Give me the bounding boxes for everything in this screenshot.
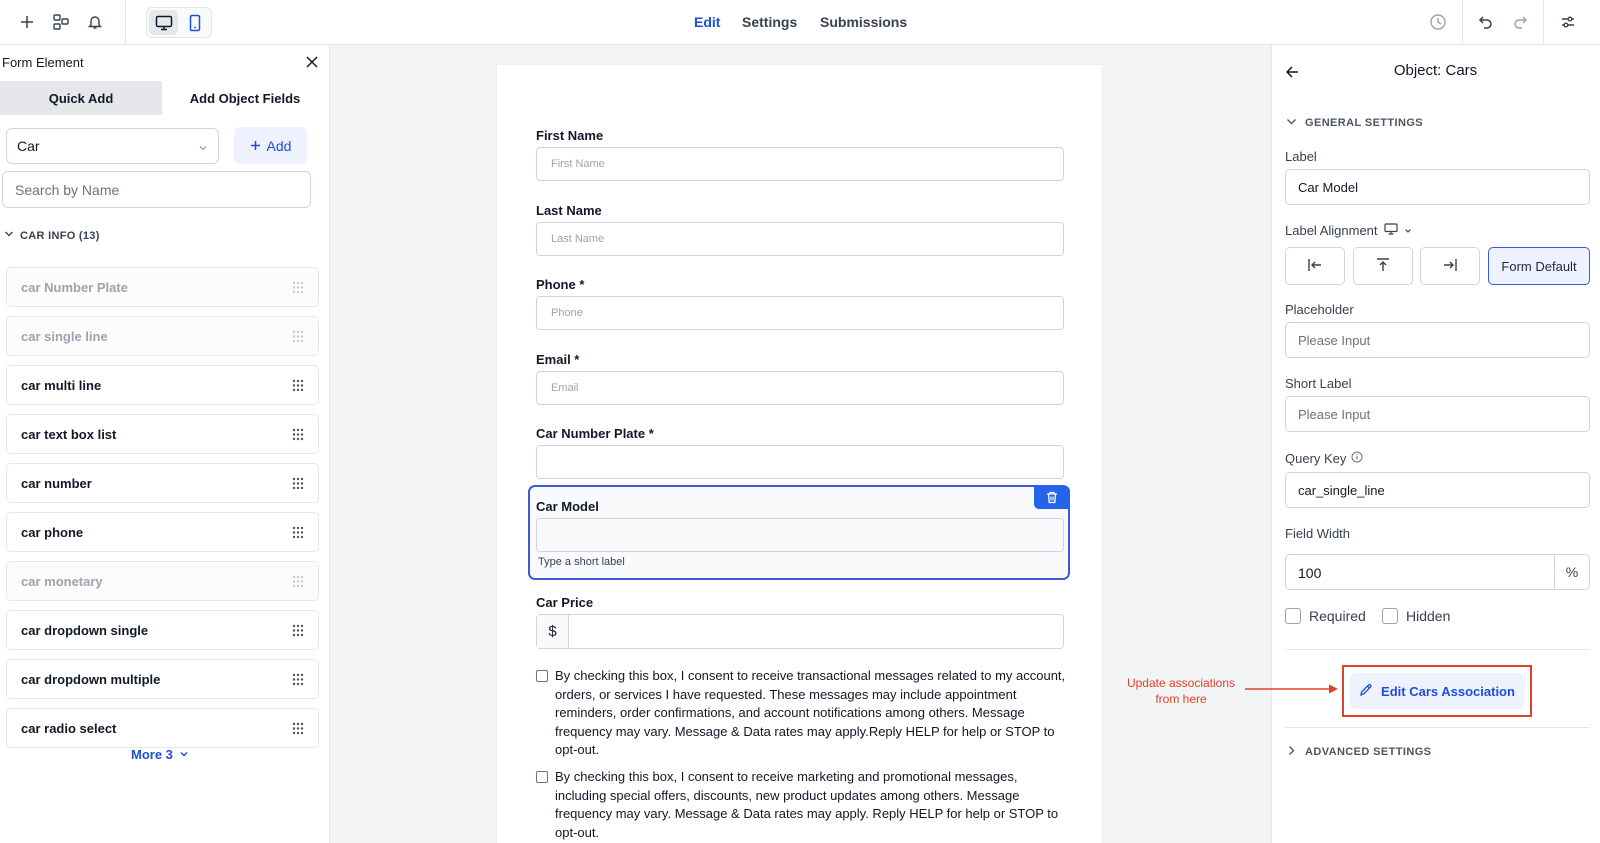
car-number-plate-label: Car Number Plate *	[536, 426, 654, 441]
chevron-down-icon	[198, 140, 208, 156]
currency-prefix: $	[537, 615, 569, 648]
device-toggle	[146, 7, 212, 38]
drag-handle-icon[interactable]	[292, 722, 304, 738]
align-top-button[interactable]	[1353, 247, 1413, 285]
label-alignment-label	[1285, 223, 1412, 238]
align-form-default-button[interactable]: Form Default	[1488, 247, 1590, 285]
query-key-input[interactable]	[1285, 472, 1590, 508]
more-fields-link[interactable]	[131, 747, 189, 762]
drag-handle-icon[interactable]	[292, 379, 304, 395]
field-list-item[interactable]	[6, 365, 319, 405]
divider	[1285, 649, 1590, 650]
sliders-icon[interactable]	[1555, 9, 1581, 35]
more-fields-label: More 3	[131, 747, 173, 762]
align-top-icon	[1376, 257, 1390, 276]
tab-settings[interactable]: Settings	[742, 14, 798, 30]
chevron-down-icon[interactable]	[1404, 223, 1412, 238]
consent-transactional	[536, 667, 1066, 760]
form-element-panel	[0, 45, 330, 843]
placeholder-input[interactable]	[1285, 322, 1590, 358]
object-select[interactable]	[6, 128, 219, 164]
drag-handle-icon[interactable]	[292, 575, 304, 591]
phone-label: Phone *	[536, 277, 585, 292]
field-list-item[interactable]	[6, 708, 319, 748]
undo-icon[interactable]	[1473, 9, 1499, 35]
divider	[1285, 727, 1590, 728]
history-icon[interactable]	[1425, 9, 1451, 35]
desktop-icon[interactable]	[149, 10, 178, 35]
field-list-item-label: car Number Plate	[21, 279, 128, 295]
email-label: Email *	[536, 352, 580, 367]
field-list-item[interactable]	[6, 610, 319, 650]
consent-marketing-checkbox[interactable]	[536, 771, 548, 783]
info-icon[interactable]	[1351, 451, 1363, 466]
field-list-item-label: car dropdown multiple	[21, 671, 161, 687]
short-label-field-label: Short Label	[1285, 376, 1352, 391]
advanced-settings-label: ADVANCED SETTINGS	[1305, 746, 1432, 758]
align-right-icon	[1442, 258, 1458, 275]
align-left-icon	[1307, 258, 1323, 275]
consent-transactional-checkbox[interactable]	[536, 670, 548, 682]
group-header-label: CAR INFO (13)	[20, 229, 100, 242]
field-list-item[interactable]	[6, 463, 319, 503]
object-select-value: Car	[17, 138, 40, 154]
placeholder-field-label: Placeholder	[1285, 302, 1354, 317]
drag-handle-icon[interactable]	[292, 281, 304, 297]
query-key-label	[1285, 451, 1363, 466]
drag-handle-icon[interactable]	[292, 477, 304, 493]
chevron-right-icon	[1286, 745, 1297, 759]
chevron-down-icon	[179, 747, 189, 762]
pencil-icon	[1359, 683, 1373, 700]
drag-handle-icon[interactable]	[292, 673, 304, 689]
label-alignment-text: Label Alignment	[1285, 223, 1378, 238]
consent-marketing-text: By checking this box, I consent to receive marketing and promotional messages, including special offers, discounts, new product updates among others. Message frequency may vary. Message & Data rates may apply. Reply HELP for help or STOP to opt-out.	[555, 769, 1059, 840]
toolbar-divider	[1462, 0, 1463, 45]
hidden-checkbox-box[interactable]	[1382, 608, 1398, 624]
field-list-item-label: car monetary	[21, 573, 103, 589]
last-name-label: Last Name	[536, 203, 602, 218]
plus-icon	[250, 138, 261, 154]
consent-marketing	[536, 768, 1066, 842]
general-settings-label: GENERAL SETTINGS	[1305, 117, 1424, 129]
add-button-label: Add	[266, 137, 292, 154]
field-list-item[interactable]	[6, 414, 319, 454]
field-list-item-label: car single line	[21, 328, 108, 344]
tab-submissions[interactable]: Submissions	[820, 14, 908, 30]
hidden-label: Hidden	[1406, 608, 1451, 624]
hidden-checkbox[interactable]	[1382, 608, 1450, 624]
car-price-input[interactable]	[536, 614, 1064, 649]
field-width-unit: %	[1554, 555, 1589, 589]
drag-handle-icon[interactable]	[292, 330, 304, 346]
chevron-down-icon	[1286, 116, 1297, 130]
redo-icon[interactable]	[1507, 9, 1533, 35]
tab-edit[interactable]: Edit	[694, 14, 721, 30]
phone-input[interactable]	[536, 296, 1064, 330]
panel-title: Form Element	[2, 55, 84, 70]
field-width-value: 100	[1298, 565, 1322, 581]
short-label-input[interactable]	[1285, 396, 1590, 432]
field-list-item[interactable]	[6, 267, 319, 307]
field-list-item-label: car text box list	[21, 426, 117, 442]
field-width-input[interactable]	[1285, 554, 1590, 590]
edit-cars-association-label: Edit Cars Association	[1381, 683, 1515, 699]
general-settings-header[interactable]	[1286, 116, 1423, 130]
drag-handle-icon[interactable]	[292, 428, 304, 444]
first-name-input[interactable]	[536, 147, 1064, 181]
field-list-item-label: car number	[21, 475, 92, 491]
drag-handle-icon[interactable]	[292, 526, 304, 542]
field-list-item[interactable]	[6, 512, 319, 552]
plus-icon[interactable]	[14, 9, 40, 35]
chevron-down-icon	[4, 229, 14, 242]
first-name-label: First Name	[536, 128, 604, 143]
car-price-label: Car Price	[536, 595, 594, 610]
drag-handle-icon[interactable]	[292, 624, 304, 640]
field-width-label: Field Width	[1285, 526, 1351, 541]
advanced-settings-header[interactable]	[1286, 745, 1431, 759]
car-number-plate-input[interactable]	[536, 445, 1064, 479]
required-label: Required	[1309, 608, 1366, 624]
settings-panel-title: Object: Cars	[1393, 62, 1478, 79]
car-model-label: Car Model	[536, 499, 599, 514]
annotation-arrow-icon	[1245, 683, 1340, 695]
edit-cars-association-button[interactable]	[1350, 673, 1524, 709]
close-icon[interactable]	[303, 53, 321, 71]
field-list-item-label: car phone	[21, 524, 84, 540]
field-list-item-label: car dropdown single	[21, 622, 149, 638]
group-header-car-info[interactable]	[4, 229, 100, 242]
label-field-label: Label	[1285, 149, 1317, 164]
field-list-item-label: car radio select	[21, 720, 117, 736]
required-checkbox-box[interactable]	[1285, 608, 1301, 624]
car-model-input[interactable]	[536, 518, 1064, 552]
tab-add-object-fields[interactable]: Add Object Fields	[162, 81, 328, 115]
car-model-hint: Type a short label	[538, 556, 625, 568]
align-right-button[interactable]	[1420, 247, 1480, 285]
align-left-button[interactable]	[1285, 247, 1345, 285]
field-list-item[interactable]	[6, 561, 319, 601]
field-list-item-label: car multi line	[21, 377, 102, 393]
field-list-item[interactable]	[6, 316, 319, 356]
top-toolbar	[0, 0, 1600, 45]
query-key-text: Query Key	[1285, 451, 1347, 466]
toolbar-divider	[1543, 0, 1544, 45]
add-button[interactable]	[234, 127, 307, 164]
toolbar-divider	[125, 0, 126, 45]
email-input[interactable]	[536, 371, 1064, 405]
trash-icon[interactable]	[1034, 486, 1070, 509]
mobile-icon[interactable]	[180, 10, 209, 35]
bell-icon[interactable]	[82, 9, 108, 35]
layers-icon[interactable]	[48, 9, 74, 35]
field-settings-panel	[1271, 45, 1600, 843]
annotation-text: Update associations from here	[1126, 676, 1236, 706]
desktop-icon[interactable]	[1384, 223, 1398, 238]
required-checkbox[interactable]	[1285, 608, 1366, 624]
tab-quick-add[interactable]: Quick Add	[0, 81, 162, 115]
label-input[interactable]	[1285, 169, 1590, 205]
search-input[interactable]	[2, 171, 311, 208]
field-list-item[interactable]	[6, 659, 319, 699]
last-name-input[interactable]	[536, 222, 1064, 256]
consent-transactional-text: By checking this box, I consent to receive transactional messages related to my account, orders, or services I have requested. These messages may include appointment reminders, order confirmations, and account notifications among others. Message frequency may vary. Message & Data rates may apply.Reply HELP for help or STOP to opt-out.	[555, 668, 1066, 757]
panel-tabs	[0, 81, 328, 115]
